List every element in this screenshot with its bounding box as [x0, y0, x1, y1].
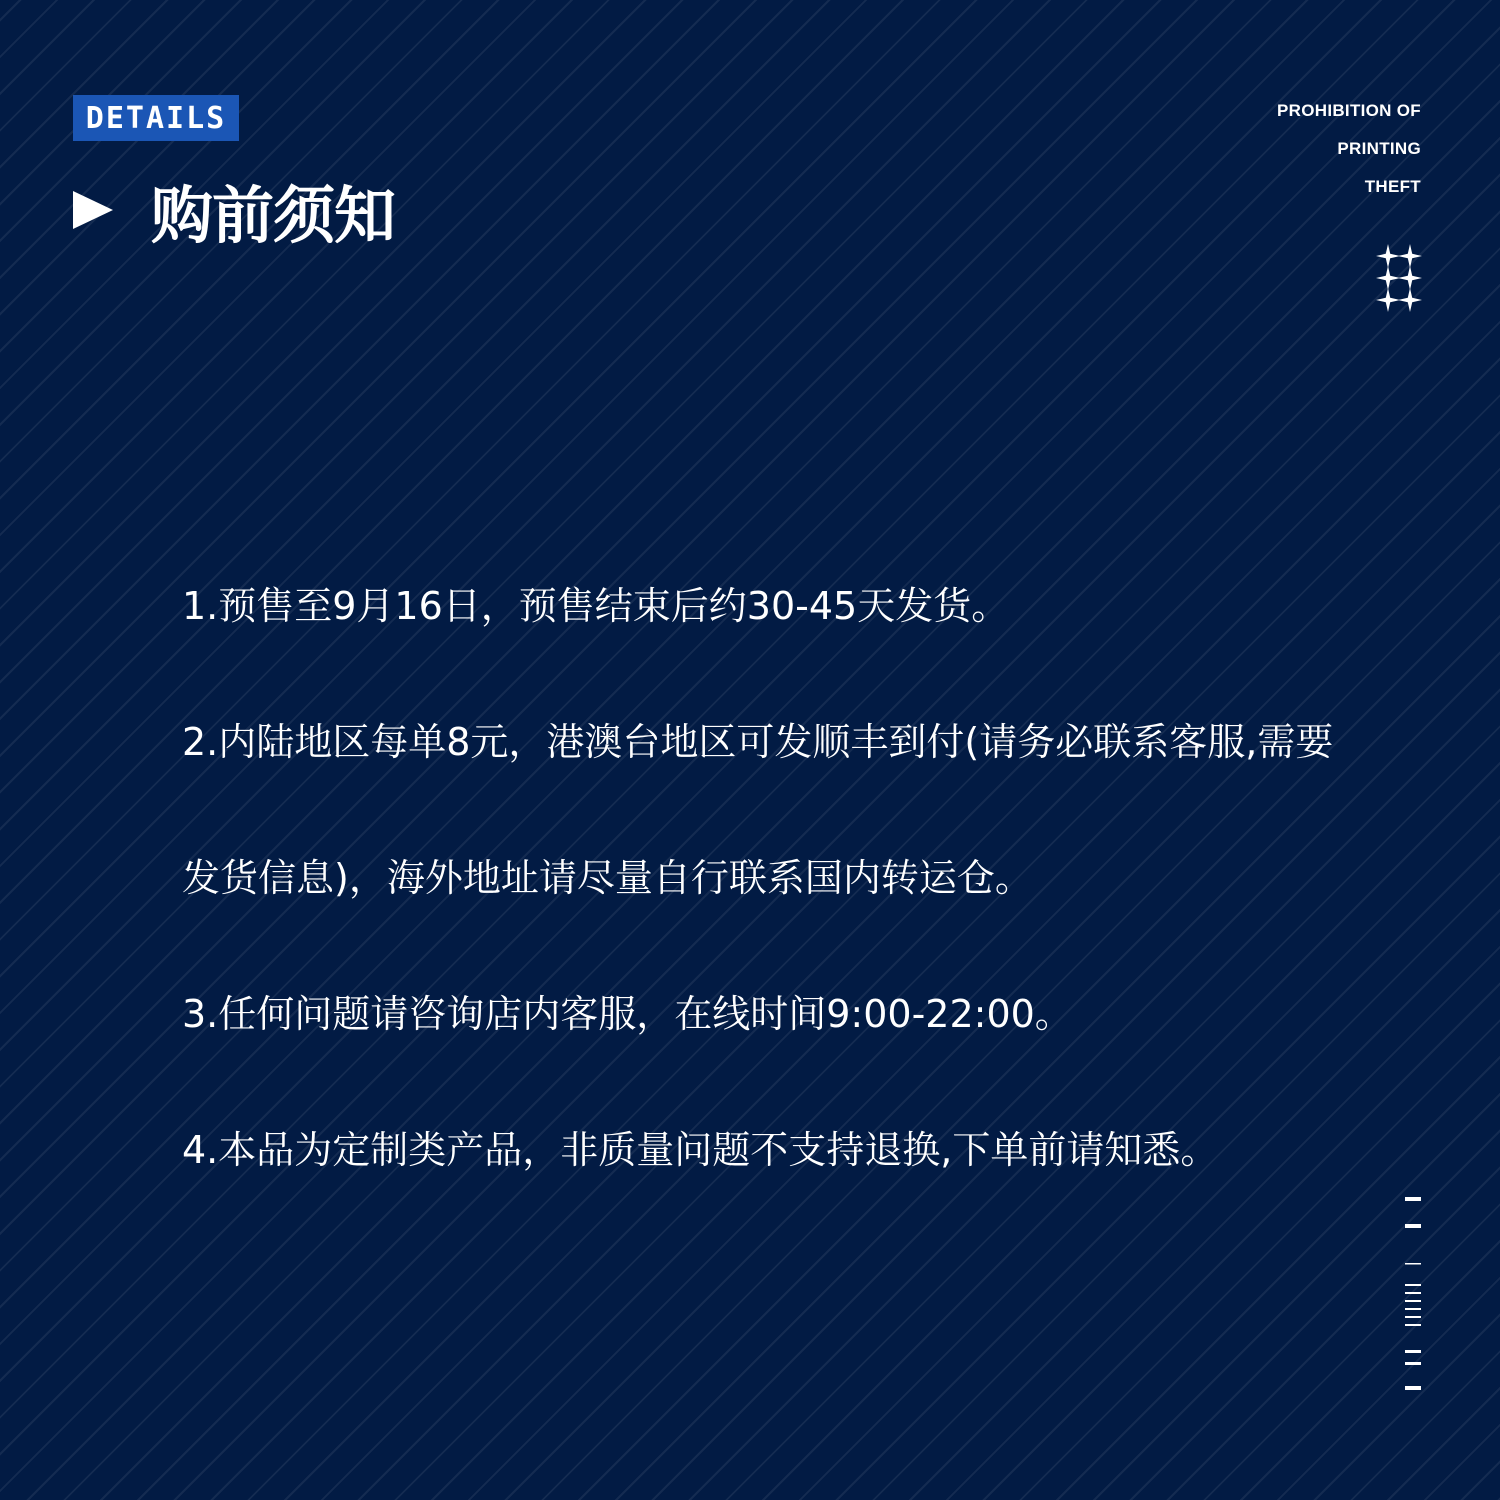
page-title: 购前须知 — [151, 178, 396, 252]
notice-item-4: 4.本品为定制类产品，非质量问题不支持退换,下单前请知悉。 — [182, 1128, 1219, 1172]
dash-bar-decoration — [1405, 1197, 1421, 1393]
notice-item-2: 2.内陆地区每单8元，港澳台地区可发顺丰到付(请务必联系客服,需要发货信息)，海外地址请尽量自行联系国内转运仓。 — [182, 720, 1334, 900]
corner-line-1: PROHIBITION OF — [1277, 101, 1421, 120]
play-triangle-icon — [73, 191, 113, 229]
notice-list — [182, 538, 1352, 1218]
notice-item-3: 3.任何问题请咨询店内客服，在线时间9:00-22:00。 — [182, 992, 1073, 1036]
title-row — [73, 170, 395, 250]
sparkle-cluster-icon — [1376, 244, 1422, 312]
notice-item-1: 1.预售至9月16日，预售结束后约30-45天发货。 — [182, 584, 1010, 628]
corner-line-2: PRINTING — [1337, 139, 1421, 158]
details-tag: DETAILS — [73, 95, 239, 141]
corner-line-3: THEFT — [1364, 177, 1421, 196]
corner-notice — [1277, 92, 1421, 206]
